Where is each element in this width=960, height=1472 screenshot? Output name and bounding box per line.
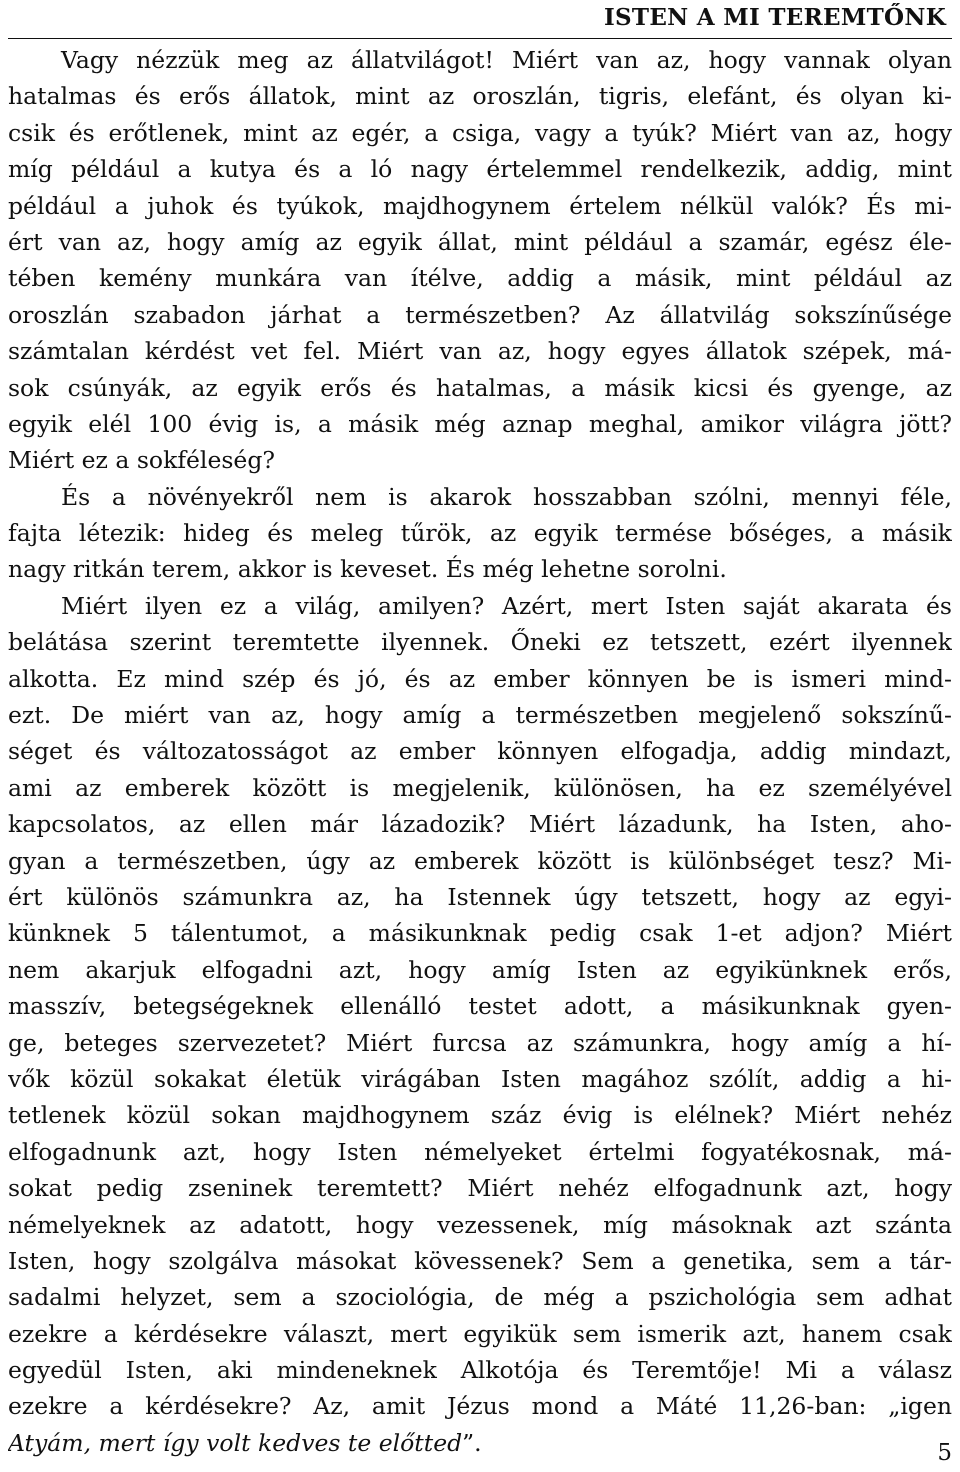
text-line: ért különös számunkra az, ha Istennek úgy tetszett, hogy az egyi- bbox=[8, 882, 952, 911]
text-line: nagy ritkán terem, akkor is keveset. És még lehetne sorolni. bbox=[8, 555, 727, 584]
text-line: oroszlán szabadon járhat a természetben? Az állatvilág sokszínűsége bbox=[8, 300, 952, 329]
text-line: sokat pedig zseninek teremtett? Miért nehéz elfogadnunk azt, hogy bbox=[8, 1174, 952, 1203]
text-line: gyan a természetben, úgy az emberek között is különbséget tesz? Mi- bbox=[8, 846, 952, 875]
text-line: például a juhok és tyúkok, majdhogynem értelem nélkül valók? És mi- bbox=[8, 191, 952, 220]
text-line: Miért ez a sokféleség? bbox=[8, 446, 275, 475]
running-title: ISTEN A MI TEREMTŐNK bbox=[603, 4, 946, 31]
text-line: Vagy nézzük meg az állatvilágot! Miért van az, hogy vannak olyan bbox=[61, 46, 952, 74]
text-line: tében kemény munkára van ítélve, addig a másik, mint például az bbox=[8, 264, 952, 293]
text-line: künknek 5 tálentumot, a másikunknak pedig csak 1-et adjon? Miért bbox=[8, 919, 952, 948]
text-line: fajta létezik: hideg és meleg tűrök, az egyik termése bőséges, a másik bbox=[8, 519, 952, 548]
quote-closing: ”. bbox=[462, 1428, 482, 1457]
text-line: ami az emberek között is megjelenik, különösen, ha ez személyével bbox=[8, 773, 952, 802]
text-line: ezekre a kérdésekre? Az, amit Jézus mond a Máté 11,26-ban: „igen bbox=[8, 1392, 952, 1421]
body-text bbox=[8, 42, 952, 1461]
text-line: vők közül sokakat életük virágában Isten magához szólít, addig a hi- bbox=[8, 1064, 952, 1093]
text-line: egyik elél 100 évig is, a másik még aznap meghal, amikor világra jött? bbox=[8, 409, 952, 438]
quote-italic: Atyám, mert így volt kedves te előtted bbox=[8, 1428, 463, 1457]
text-line: némelyeknek az adatott, hogy vezessenek, míg másoknak azt szánta bbox=[8, 1210, 952, 1239]
text-line: csik és erőtlenek, mint az egér, a csiga, vagy a tyúk? Miért van az, hogy bbox=[8, 118, 952, 147]
text-line: sok csúnyák, az egyik erős és hatalmas, a másik kicsi és gyenge, az bbox=[8, 373, 952, 402]
text-line: ezt. De miért van az, hogy amíg a természetben megjelenő sokszínű- bbox=[8, 701, 952, 730]
final-text-line bbox=[8, 1425, 952, 1461]
text-line: hatalmas és erős állatok, mint az oroszlán, tigris, elefánt, és olyan ki- bbox=[8, 82, 952, 111]
text-line: kapcsolatos, az ellen már lázadozik? Miért lázadunk, ha Isten, aho- bbox=[8, 810, 952, 839]
text-line: És a növényekről nem is akarok hosszabban szólni, mennyi féle, bbox=[61, 482, 952, 511]
running-header bbox=[8, 0, 952, 39]
text-line: Miért ilyen ez a világ, amilyen? Azért, mert Isten saját akarata és bbox=[61, 591, 952, 620]
text-line: tetlenek közül sokan majdhogynem száz évig is elélnek? Miért nehéz bbox=[8, 1101, 952, 1130]
text-line: egyedül Isten, aki mindeneknek Alkotója és Teremtője! Mi a válasz bbox=[8, 1356, 952, 1385]
text-line: míg például a kutya és a ló nagy értelemmel rendelkezik, addig, mint bbox=[8, 155, 952, 184]
text-line: számtalan kérdést vet fel. Miért van az, hogy egyes állatok szépek, má- bbox=[8, 337, 952, 366]
text-line: ge, beteges szervezetet? Miért furcsa az számunkra, hogy amíg a hí- bbox=[8, 1028, 952, 1057]
text-line: ért van az, hogy amíg az egyik állat, mint például a szamár, egész éle- bbox=[8, 227, 952, 256]
text-line: sadalmi helyzet, sem a szociológia, de még a pszichológia sem adhat bbox=[8, 1283, 952, 1312]
text-line: Isten, hogy szolgálva másokat kövessenek? Sem a genetika, sem a tár- bbox=[8, 1246, 952, 1275]
text-line: belátása szerint teremtette ilyennek. Őneki ez tetszett, ezért ilyennek bbox=[8, 628, 952, 657]
text-line: alkotta. Ez mind szép és jó, és az ember könnyen be is ismeri mind- bbox=[8, 664, 952, 693]
text-line: masszív, betegségeknek ellenálló testet adott, a másikunknak gyen- bbox=[8, 992, 952, 1021]
text-line: elfogadnunk azt, hogy Isten némelyeket értelmi fogyatékosnak, má- bbox=[8, 1137, 952, 1166]
text-line: séget és változatosságot az ember könnyen elfogadja, addig mindazt, bbox=[8, 737, 952, 766]
page-number: 5 bbox=[937, 1440, 952, 1466]
text-line: nem akarjuk elfogadni azt, hogy amíg Isten az egyikünknek erős, bbox=[8, 955, 952, 984]
text-line: ezekre a kérdésekre választ, mert egyikük sem ismerik azt, hanem csak bbox=[8, 1319, 952, 1348]
